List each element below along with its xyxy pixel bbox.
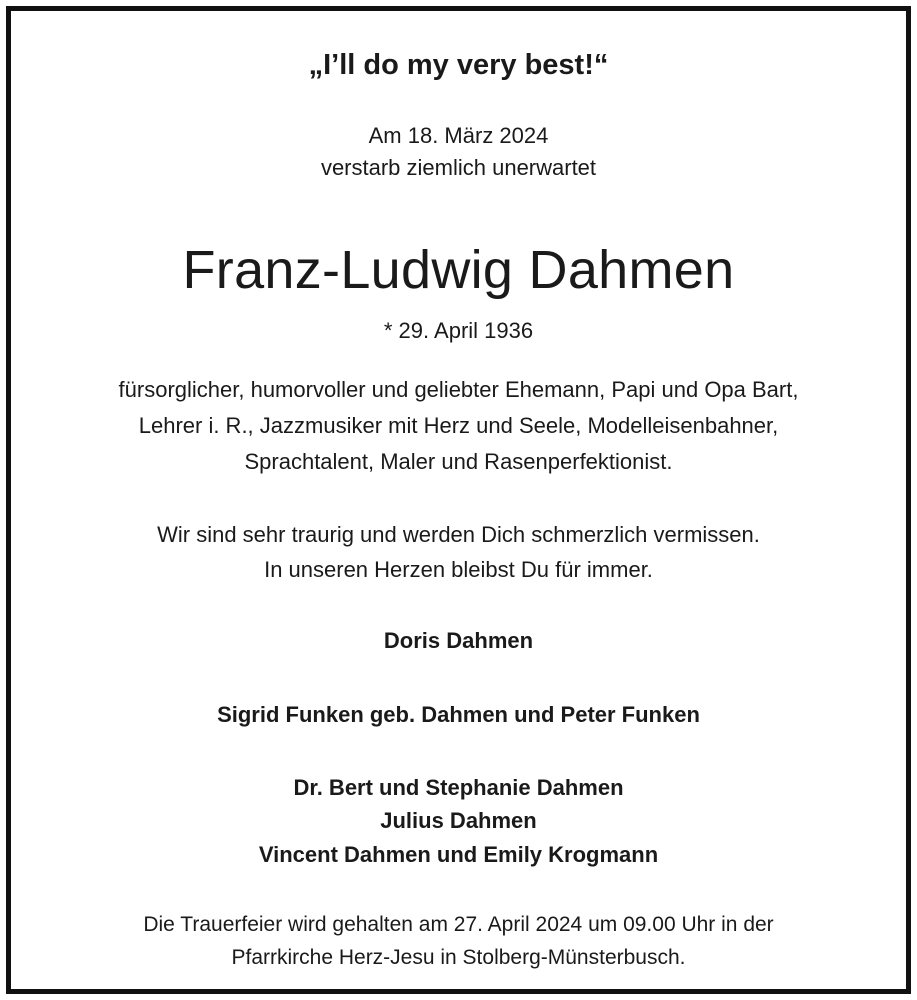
mourner-daughter-family: Sigrid Funken geb. Dahmen und Peter Funken xyxy=(217,702,700,727)
birth-date: * 29. April 1936 xyxy=(383,318,534,343)
mourner-son-family: Dr. Bert und Stephanie Dahmen xyxy=(293,775,624,800)
description-line: fürsorglicher, humorvoller und geliebter Ehemann, Papi und Opa Bart, xyxy=(118,377,799,402)
deceased-name: Franz-Ludwig Dahmen xyxy=(182,240,735,300)
mourner-grandchild: Julius Dahmen xyxy=(380,808,537,833)
farewell-line: Wir sind sehr traurig und werden Dich schmerzlich vermissen. xyxy=(157,522,760,547)
mourner-spouse: Doris Dahmen xyxy=(383,628,534,653)
farewell-line: In unseren Herzen bleibst Du für immer. xyxy=(264,557,653,582)
service-line: Pfarrkirche Herz-Jesu in Stolberg-Münsterbusch. xyxy=(231,946,686,969)
service-line: Die Trauerfeier wird gehalten am 27. April 2024 um 09.00 Uhr in der xyxy=(143,913,774,936)
death-statement: verstarb ziemlich unerwartet xyxy=(320,155,597,180)
obituary-notice xyxy=(6,6,911,994)
motto: „I’ll do my very best!“ xyxy=(308,49,609,81)
description-line: Lehrer i. R., Jazzmusiker mit Herz und Seele, Modelleisenbahner, xyxy=(138,413,779,438)
mourner-grandchild: Vincent Dahmen und Emily Krogmann xyxy=(258,842,659,867)
death-date: Am 18. März 2024 xyxy=(368,123,549,148)
description-line: Sprachtalent, Maler und Rasenperfektionist. xyxy=(244,449,673,474)
